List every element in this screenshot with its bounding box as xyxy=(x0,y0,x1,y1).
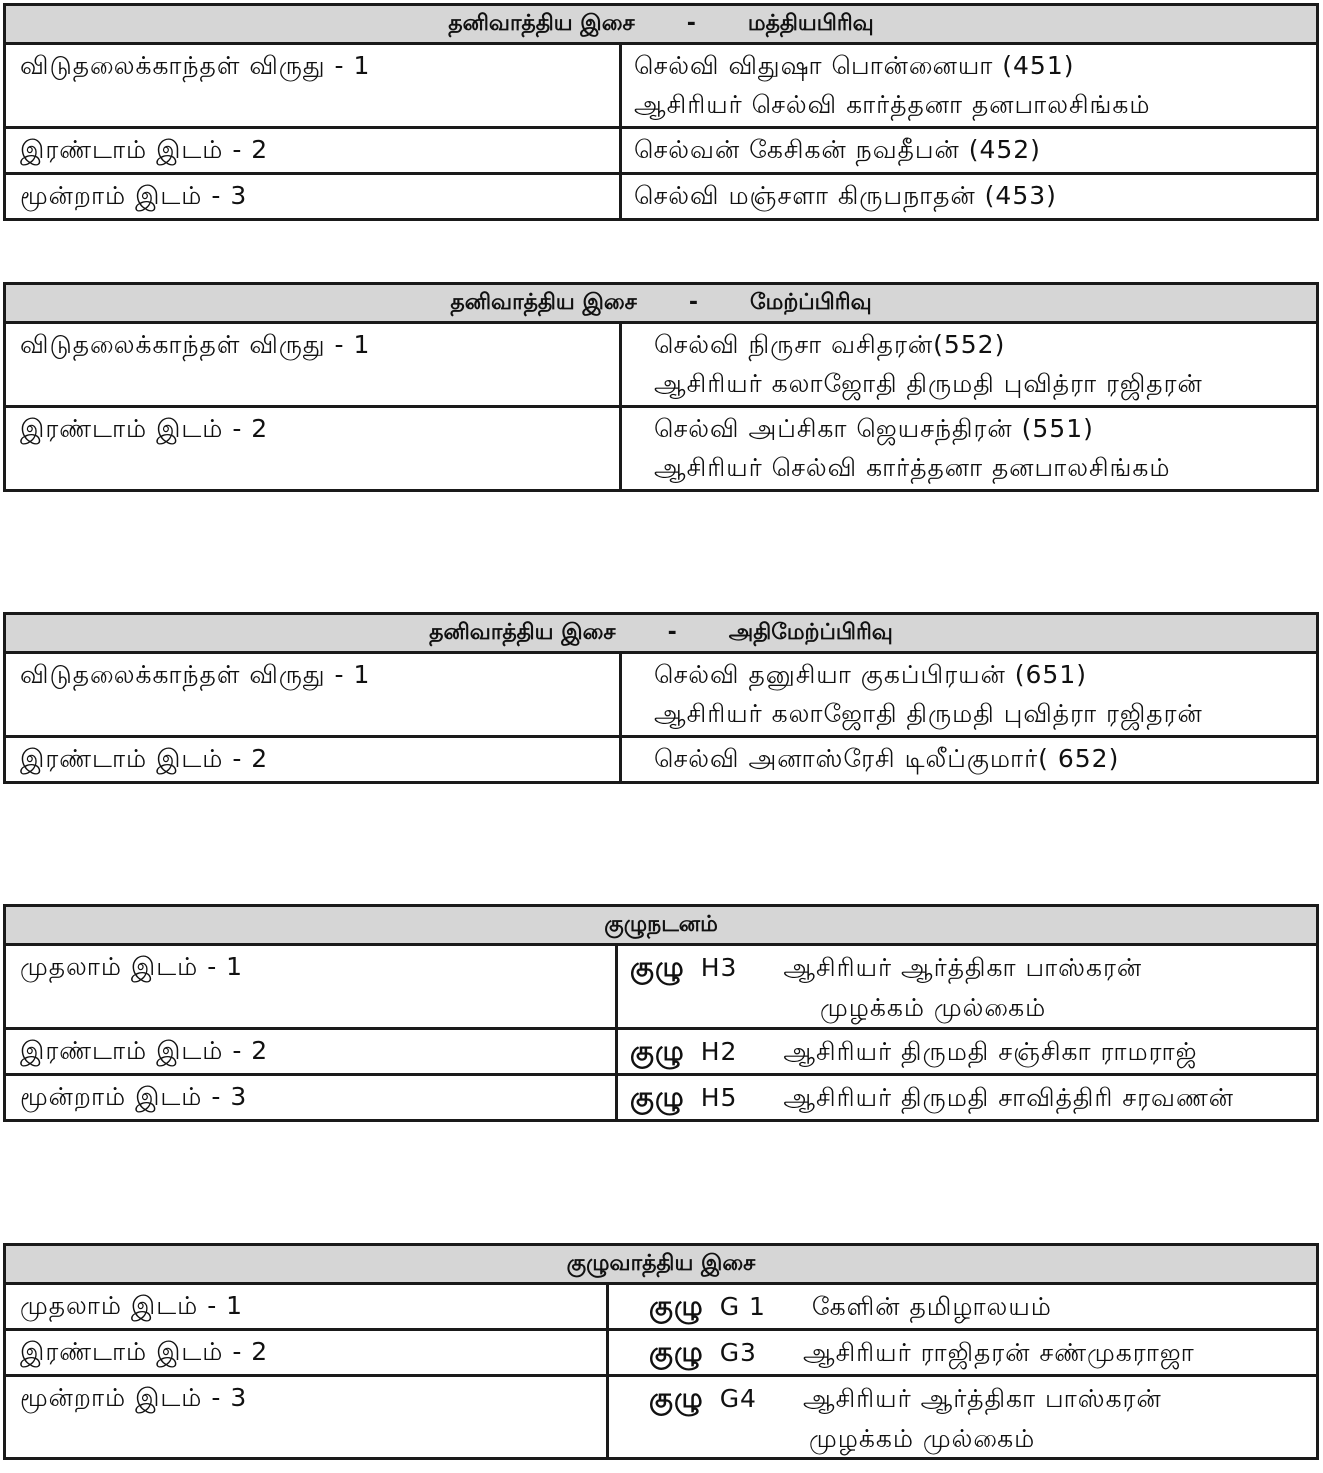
table-row xyxy=(5,1330,1318,1376)
award-table-solo-middle xyxy=(3,3,1319,221)
group-code: H5 xyxy=(700,1083,738,1112)
winner-cell xyxy=(617,1075,1318,1121)
place-cell: இரண்டாம் இடம் - 2 xyxy=(5,737,621,783)
table-header xyxy=(5,1245,1318,1284)
winner-cell xyxy=(621,653,1318,737)
table-row xyxy=(5,945,1318,1029)
school-name: முழக்கம் முல்கைம் xyxy=(809,1424,1036,1453)
group-label: குழு xyxy=(630,1082,685,1113)
table-row xyxy=(5,1376,1318,1459)
table-row xyxy=(5,407,1318,491)
category-title: தனிவாத்திய இசை xyxy=(448,11,635,36)
group-code: G 1 xyxy=(719,1292,766,1321)
table-header-row xyxy=(5,5,1318,44)
category-title: தனிவாத்திய இசை xyxy=(450,290,637,315)
group-label: குழு xyxy=(649,1291,704,1322)
winner-line xyxy=(630,1082,1316,1117)
table-row xyxy=(5,323,1318,407)
place-cell: மூன்றாம் இடம் - 3 xyxy=(5,1376,608,1459)
table-header-row xyxy=(5,614,1318,653)
place-cell: இரண்டாம் இடம் - 2 xyxy=(5,128,621,174)
table-header xyxy=(5,5,1318,44)
table-header-row xyxy=(5,906,1318,945)
winner-name: செல்வன் கேசிகன் நவதீபன் (452) xyxy=(634,135,1041,164)
award-table-group-dance xyxy=(3,904,1319,1122)
category-title: குழுவாத்திய இசை xyxy=(566,1251,756,1276)
table-row xyxy=(5,1029,1318,1075)
table-header xyxy=(5,906,1318,945)
table-row xyxy=(5,653,1318,737)
place-cell: மூன்றாம் இடம் - 3 xyxy=(5,174,621,220)
group-label: குழு xyxy=(630,952,685,983)
school-name: கேளின் தமிழாலயம் xyxy=(811,1292,1052,1321)
winner-cell xyxy=(617,1029,1318,1075)
teacher-name: ஆசிரியர் செல்வி கார்த்தனா தனபாலசிங்கம் xyxy=(634,90,1151,119)
winner-cell xyxy=(621,323,1318,407)
winner-line xyxy=(649,1337,1316,1372)
table-row xyxy=(5,1075,1318,1121)
place-cell: முதலாம் இடம் - 1 xyxy=(5,945,617,1029)
table-row xyxy=(5,44,1318,128)
header-separator: - xyxy=(667,620,677,645)
table-header xyxy=(5,614,1318,653)
division-name: அதிமேற்ப்பிரிவு xyxy=(728,620,893,645)
table-header xyxy=(5,284,1318,323)
teacher-name: ஆசிரியர் ராஜிதரன் சண்முகராஜா xyxy=(802,1338,1195,1367)
winner-name: செல்வி அனாஸ்ரேசி டிலீப்குமார்( 652) xyxy=(654,744,1120,773)
winner-cell xyxy=(608,1284,1318,1330)
table-row xyxy=(5,174,1318,220)
place-cell: இரண்டாம் இடம் - 2 xyxy=(5,407,621,491)
winner-name: செல்வி தனுசியா குகப்பிரயன் (651) xyxy=(654,660,1087,689)
teacher-name: ஆசிரியர் திருமதி சஞ்சிகா ராமராஜ் xyxy=(783,1037,1198,1066)
header-separator: - xyxy=(686,11,696,36)
winner-line xyxy=(649,1291,1316,1326)
winner-name: செல்வி விதுஷா பொன்னையா (451) xyxy=(634,51,1075,80)
winner-name: செல்வி நிருசா வசிதரன்(552) xyxy=(654,330,1006,359)
group-code: H3 xyxy=(700,953,738,982)
winner-name: செல்வி அப்சிகா ஜெயசந்திரன் (551) xyxy=(654,414,1094,443)
place-cell: விடுதலைக்காந்தள் விருது - 1 xyxy=(5,653,621,737)
group-code: G4 xyxy=(719,1384,757,1413)
award-table-solo-senior xyxy=(3,282,1319,492)
table-row xyxy=(5,128,1318,174)
winner-name: செல்வி மஞ்சளா கிருபநாதன் (453) xyxy=(634,181,1057,210)
winner-line xyxy=(649,1383,1316,1418)
group-label: குழு xyxy=(630,1036,685,1067)
category-title: குழுநடனம் xyxy=(604,912,718,937)
winner-line xyxy=(630,1036,1316,1071)
division-name: மத்தியபிரிவு xyxy=(747,11,874,36)
teacher-name: ஆசிரியர் கலாஜோதி திருமதி புவித்ரா ரஜிதரன் xyxy=(654,699,1203,728)
category-title: தனிவாத்திய இசை xyxy=(429,620,616,645)
winner-cell xyxy=(621,44,1318,128)
place-cell: முதலாம் இடம் - 1 xyxy=(5,1284,608,1330)
award-table-solo-advanced xyxy=(3,612,1319,784)
winner-cell xyxy=(621,174,1318,220)
table-row xyxy=(5,737,1318,783)
winner-line xyxy=(630,952,1316,987)
school-name: முழக்கம் முல்கைம் xyxy=(820,993,1047,1022)
teacher-name: ஆசிரியர் ஆர்த்திகா பாஸ்கரன் xyxy=(783,953,1143,982)
place-cell: மூன்றாம் இடம் - 3 xyxy=(5,1075,617,1121)
group-code: G3 xyxy=(719,1338,757,1367)
place-cell: இரண்டாம் இடம் - 2 xyxy=(5,1330,608,1376)
winner-cell xyxy=(617,945,1318,1029)
teacher-name: ஆசிரியர் செல்வி கார்த்தனா தனபாலசிங்கம் xyxy=(654,453,1171,482)
teacher-name: ஆசிரியர் திருமதி சாவித்திரி சரவணன் xyxy=(783,1083,1235,1112)
place-cell: இரண்டாம் இடம் - 2 xyxy=(5,1029,617,1075)
division-name: மேற்ப்பிரிவு xyxy=(750,290,872,315)
group-code: H2 xyxy=(700,1037,738,1066)
group-label: குழு xyxy=(649,1383,704,1414)
table-row xyxy=(5,1284,1318,1330)
winner-cell xyxy=(608,1330,1318,1376)
table-header-row xyxy=(5,284,1318,323)
award-table-group-instrumental xyxy=(3,1243,1319,1460)
winner-cell xyxy=(608,1376,1318,1459)
winner-cell xyxy=(621,128,1318,174)
teacher-name: ஆசிரியர் ஆர்த்திகா பாஸ்கரன் xyxy=(802,1384,1162,1413)
teacher-name: ஆசிரியர் கலாஜோதி திருமதி புவித்ரா ரஜிதரன் xyxy=(654,369,1203,398)
place-cell: விடுதலைக்காந்தள் விருது - 1 xyxy=(5,323,621,407)
table-header-row xyxy=(5,1245,1318,1284)
place-cell: விடுதலைக்காந்தள் விருது - 1 xyxy=(5,44,621,128)
group-label: குழு xyxy=(649,1337,704,1368)
winner-cell xyxy=(621,407,1318,491)
winner-cell xyxy=(621,737,1318,783)
header-separator: - xyxy=(688,290,698,315)
